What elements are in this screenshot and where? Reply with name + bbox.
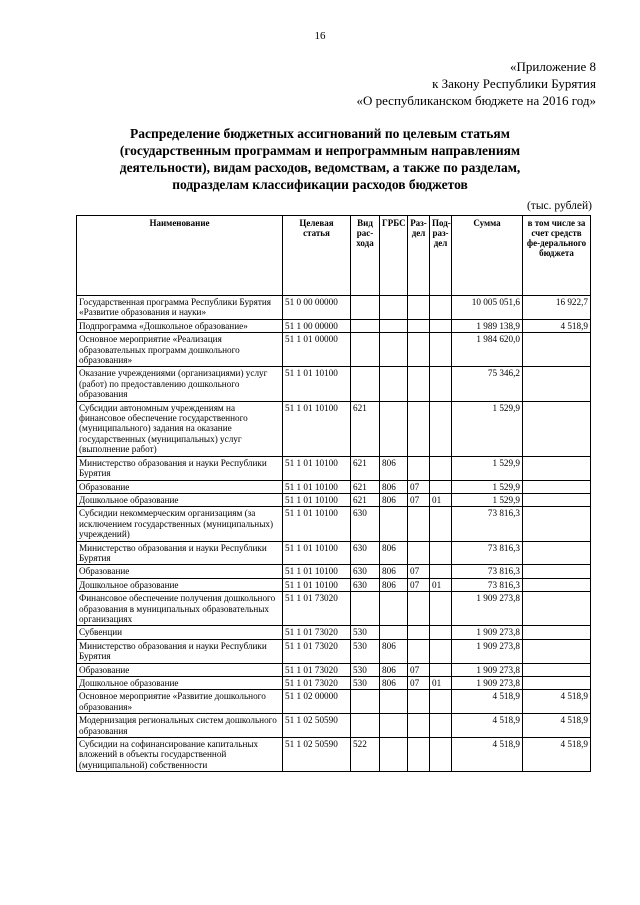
cell-grbs: 806 <box>380 639 408 663</box>
cell-vid <box>351 592 380 626</box>
cell-podrazdel <box>430 401 452 456</box>
cell-summa: 1 989 138,9 <box>452 319 523 332</box>
cell-grbs: 806 <box>380 456 408 480</box>
cell-name: Субвенции <box>77 626 283 639</box>
cell-razdel <box>408 507 430 541</box>
cell-razdel <box>408 690 430 714</box>
table-row <box>77 714 591 738</box>
table-row <box>77 333 591 367</box>
cell-podrazdel <box>430 592 452 626</box>
table-body <box>77 296 591 772</box>
cell-podrazdel <box>430 663 452 676</box>
cell-razdel <box>408 541 430 565</box>
table-row <box>77 677 591 690</box>
cell-summa: 1 909 273,8 <box>452 592 523 626</box>
cell-vid: 630 <box>351 507 380 541</box>
header-federal: в том числе за счет средств фе-дерального бюджета <box>523 216 591 296</box>
cell-vid <box>351 333 380 367</box>
cell-grbs: 806 <box>380 565 408 578</box>
cell-summa: 73 816,3 <box>452 507 523 541</box>
appendix-line-3: «О республиканском бюджете на 2016 год» <box>356 93 596 108</box>
cell-grbs: 806 <box>380 677 408 690</box>
cell-vid: 621 <box>351 493 380 506</box>
table-row <box>77 690 591 714</box>
cell-target: 51 1 02 00000 <box>283 690 351 714</box>
cell-name: Дошкольное образование <box>77 493 283 506</box>
cell-federal <box>523 367 591 401</box>
cell-target: 51 1 01 10100 <box>283 367 351 401</box>
cell-podrazdel: 01 <box>430 578 452 591</box>
cell-razdel <box>408 296 430 320</box>
cell-vid <box>351 714 380 738</box>
header-razdel: Раз-дел <box>408 216 430 296</box>
cell-summa: 1 909 273,8 <box>452 677 523 690</box>
cell-podrazdel <box>430 565 452 578</box>
header-target: Целевая статья <box>283 216 351 296</box>
cell-vid: 530 <box>351 663 380 676</box>
cell-vid: 621 <box>351 401 380 456</box>
cell-razdel <box>408 456 430 480</box>
table-row <box>77 738 591 772</box>
header-summa: Сумма <box>452 216 523 296</box>
cell-podrazdel <box>430 333 452 367</box>
cell-grbs <box>380 738 408 772</box>
cell-name: Основное мероприятие «Развитие дошкольного образования» <box>77 690 283 714</box>
cell-target: 51 1 01 73020 <box>283 626 351 639</box>
table-row <box>77 592 591 626</box>
cell-vid: 630 <box>351 565 380 578</box>
cell-summa: 4 518,9 <box>452 738 523 772</box>
cell-razdel: 07 <box>408 677 430 690</box>
page-number: 16 <box>314 30 326 42</box>
appendix-reference <box>356 58 596 109</box>
cell-name: Субсидии автономным учреждениям на финансовое обеспечение государственного (муниципального) задания на оказание государственных (муниципальных) услуг (выполнение работ) <box>77 401 283 456</box>
cell-name: Дошкольное образование <box>77 578 283 591</box>
cell-razdel: 07 <box>408 480 430 493</box>
cell-grbs <box>380 714 408 738</box>
cell-federal: 4 518,9 <box>523 690 591 714</box>
table-row <box>77 480 591 493</box>
appendix-line-2: к Закону Республики Бурятия <box>432 76 596 91</box>
cell-grbs: 806 <box>380 663 408 676</box>
cell-federal <box>523 592 591 626</box>
title-line-1: Распределение бюджетных ассигнований по целевым статьям <box>130 126 510 141</box>
cell-razdel <box>408 367 430 401</box>
cell-grbs <box>380 319 408 332</box>
cell-grbs <box>380 367 408 401</box>
cell-name: Субсидии некоммерческим организациям (за исключением государственных (муниципальных) учреждений) <box>77 507 283 541</box>
cell-podrazdel <box>430 541 452 565</box>
cell-podrazdel <box>430 367 452 401</box>
cell-summa: 4 518,9 <box>452 690 523 714</box>
cell-federal <box>523 626 591 639</box>
units-label: (тыс. рублей) <box>526 200 592 212</box>
cell-name: Оказание учреждениями (организациями) услуг (работ) по предоставлению дошкольного образования <box>77 367 283 401</box>
cell-target: 51 1 01 00000 <box>283 333 351 367</box>
cell-federal <box>523 493 591 506</box>
cell-podrazdel: 01 <box>430 493 452 506</box>
cell-federal: 4 518,9 <box>523 714 591 738</box>
cell-vid: 530 <box>351 677 380 690</box>
cell-vid <box>351 367 380 401</box>
cell-podrazdel <box>430 714 452 738</box>
cell-grbs <box>380 507 408 541</box>
cell-summa: 73 816,3 <box>452 565 523 578</box>
cell-razdel <box>408 626 430 639</box>
cell-federal <box>523 677 591 690</box>
cell-razdel: 07 <box>408 578 430 591</box>
cell-grbs <box>380 333 408 367</box>
cell-federal <box>523 639 591 663</box>
cell-target: 51 1 00 00000 <box>283 319 351 332</box>
cell-name: Основное мероприятие «Реализация образовательных программ дошкольного образования» <box>77 333 283 367</box>
cell-razdel <box>408 319 430 332</box>
cell-grbs <box>380 401 408 456</box>
cell-summa: 4 518,9 <box>452 714 523 738</box>
cell-vid: 630 <box>351 578 380 591</box>
cell-summa: 10 005 051,6 <box>452 296 523 320</box>
cell-vid: 621 <box>351 456 380 480</box>
table-row <box>77 296 591 320</box>
cell-target: 51 1 01 73020 <box>283 663 351 676</box>
cell-summa: 73 816,3 <box>452 541 523 565</box>
cell-federal: 16 922,7 <box>523 296 591 320</box>
cell-target: 51 1 01 10100 <box>283 456 351 480</box>
table-row <box>77 578 591 591</box>
cell-summa: 75 346,2 <box>452 367 523 401</box>
table-row <box>77 639 591 663</box>
cell-target: 51 1 01 73020 <box>283 639 351 663</box>
cell-summa: 1 909 273,8 <box>452 639 523 663</box>
cell-federal <box>523 565 591 578</box>
cell-federal: 4 518,9 <box>523 319 591 332</box>
table-row <box>77 541 591 565</box>
cell-name: Министерство образования и науки Республики Бурятия <box>77 456 283 480</box>
budget-table <box>76 215 591 772</box>
cell-razdel: 07 <box>408 565 430 578</box>
cell-grbs: 806 <box>380 480 408 493</box>
cell-podrazdel <box>430 738 452 772</box>
cell-target: 51 1 01 73020 <box>283 592 351 626</box>
title-line-3: деятельности), видам расходов, ведомствам, а также по разделам, <box>119 160 521 175</box>
cell-summa: 1 529,9 <box>452 480 523 493</box>
cell-name: Подпрограмма «Дошкольное образование» <box>77 319 283 332</box>
table-header-row <box>77 216 591 296</box>
cell-podrazdel <box>430 626 452 639</box>
appendix-line-1: «Приложение 8 <box>509 59 596 74</box>
cell-podrazdel <box>430 456 452 480</box>
cell-target: 51 1 01 10100 <box>283 578 351 591</box>
cell-vid: 621 <box>351 480 380 493</box>
cell-target: 51 1 01 10100 <box>283 507 351 541</box>
cell-target: 51 1 01 10100 <box>283 565 351 578</box>
table-row <box>77 626 591 639</box>
cell-podrazdel <box>430 690 452 714</box>
table-row <box>77 663 591 676</box>
cell-razdel <box>408 333 430 367</box>
cell-target: 51 1 02 50590 <box>283 714 351 738</box>
cell-vid: 530 <box>351 639 380 663</box>
title-line-4: подразделам классификации расходов бюджетов <box>172 177 468 192</box>
cell-podrazdel <box>430 507 452 541</box>
cell-name: Образование <box>77 565 283 578</box>
cell-grbs <box>380 296 408 320</box>
table-row <box>77 401 591 456</box>
cell-target: 51 1 01 73020 <box>283 677 351 690</box>
cell-name: Субсидии на софинансирование капитальных вложений в объекты государственной (муниципальной) собственности <box>77 738 283 772</box>
cell-target: 51 1 01 10100 <box>283 541 351 565</box>
cell-name: Министерство образования и науки Республики Бурятия <box>77 541 283 565</box>
cell-vid: 522 <box>351 738 380 772</box>
cell-summa: 1 984 620,0 <box>452 333 523 367</box>
cell-name: Финансовое обеспечение получения дошкольного образования в муниципальных образовательных организациях <box>77 592 283 626</box>
header-vid: Вид рас-хода <box>351 216 380 296</box>
cell-target: 51 1 01 10100 <box>283 480 351 493</box>
cell-target: 51 1 01 10100 <box>283 401 351 456</box>
cell-federal <box>523 663 591 676</box>
cell-podrazdel <box>430 319 452 332</box>
document-title <box>60 125 580 193</box>
cell-name: Образование <box>77 480 283 493</box>
cell-federal <box>523 456 591 480</box>
cell-name: Модернизация региональных систем дошкольного образования <box>77 714 283 738</box>
cell-target: 51 0 00 00000 <box>283 296 351 320</box>
table-row <box>77 493 591 506</box>
cell-grbs: 806 <box>380 493 408 506</box>
table-row <box>77 456 591 480</box>
cell-target: 51 1 01 10100 <box>283 493 351 506</box>
cell-podrazdel: 01 <box>430 677 452 690</box>
cell-target: 51 1 02 50590 <box>283 738 351 772</box>
cell-podrazdel <box>430 296 452 320</box>
cell-razdel <box>408 714 430 738</box>
header-grbs: ГРБС <box>380 216 408 296</box>
title-line-2: (государственным программам и непрограммным направлениям <box>119 143 521 158</box>
cell-vid <box>351 319 380 332</box>
cell-podrazdel <box>430 639 452 663</box>
cell-federal <box>523 333 591 367</box>
table-row <box>77 319 591 332</box>
cell-name: Министерство образования и науки Республики Бурятия <box>77 639 283 663</box>
cell-razdel: 07 <box>408 493 430 506</box>
table-row <box>77 507 591 541</box>
cell-vid: 530 <box>351 626 380 639</box>
cell-federal <box>523 541 591 565</box>
cell-summa: 1 529,9 <box>452 456 523 480</box>
cell-grbs <box>380 690 408 714</box>
cell-razdel: 07 <box>408 663 430 676</box>
cell-name: Государственная программа Республики Бурятия «Развитие образования и науки» <box>77 296 283 320</box>
cell-summa: 1 909 273,8 <box>452 663 523 676</box>
header-podrazdel: Под-раз-дел <box>430 216 452 296</box>
cell-podrazdel <box>430 480 452 493</box>
cell-razdel <box>408 592 430 626</box>
cell-razdel <box>408 639 430 663</box>
cell-razdel <box>408 401 430 456</box>
cell-grbs: 806 <box>380 578 408 591</box>
cell-name: Образование <box>77 663 283 676</box>
cell-federal <box>523 507 591 541</box>
cell-federal <box>523 578 591 591</box>
cell-federal <box>523 401 591 456</box>
table-row <box>77 367 591 401</box>
cell-summa: 73 816,3 <box>452 578 523 591</box>
table-row <box>77 565 591 578</box>
cell-grbs <box>380 592 408 626</box>
cell-vid <box>351 296 380 320</box>
header-name: Наименование <box>77 216 283 296</box>
cell-name: Дошкольное образование <box>77 677 283 690</box>
cell-vid <box>351 690 380 714</box>
cell-summa: 1 529,9 <box>452 401 523 456</box>
cell-grbs: 806 <box>380 541 408 565</box>
cell-federal: 4 518,9 <box>523 738 591 772</box>
cell-summa: 1 909 273,8 <box>452 626 523 639</box>
cell-grbs <box>380 626 408 639</box>
cell-federal <box>523 480 591 493</box>
cell-summa: 1 529,9 <box>452 493 523 506</box>
cell-vid: 630 <box>351 541 380 565</box>
cell-razdel <box>408 738 430 772</box>
